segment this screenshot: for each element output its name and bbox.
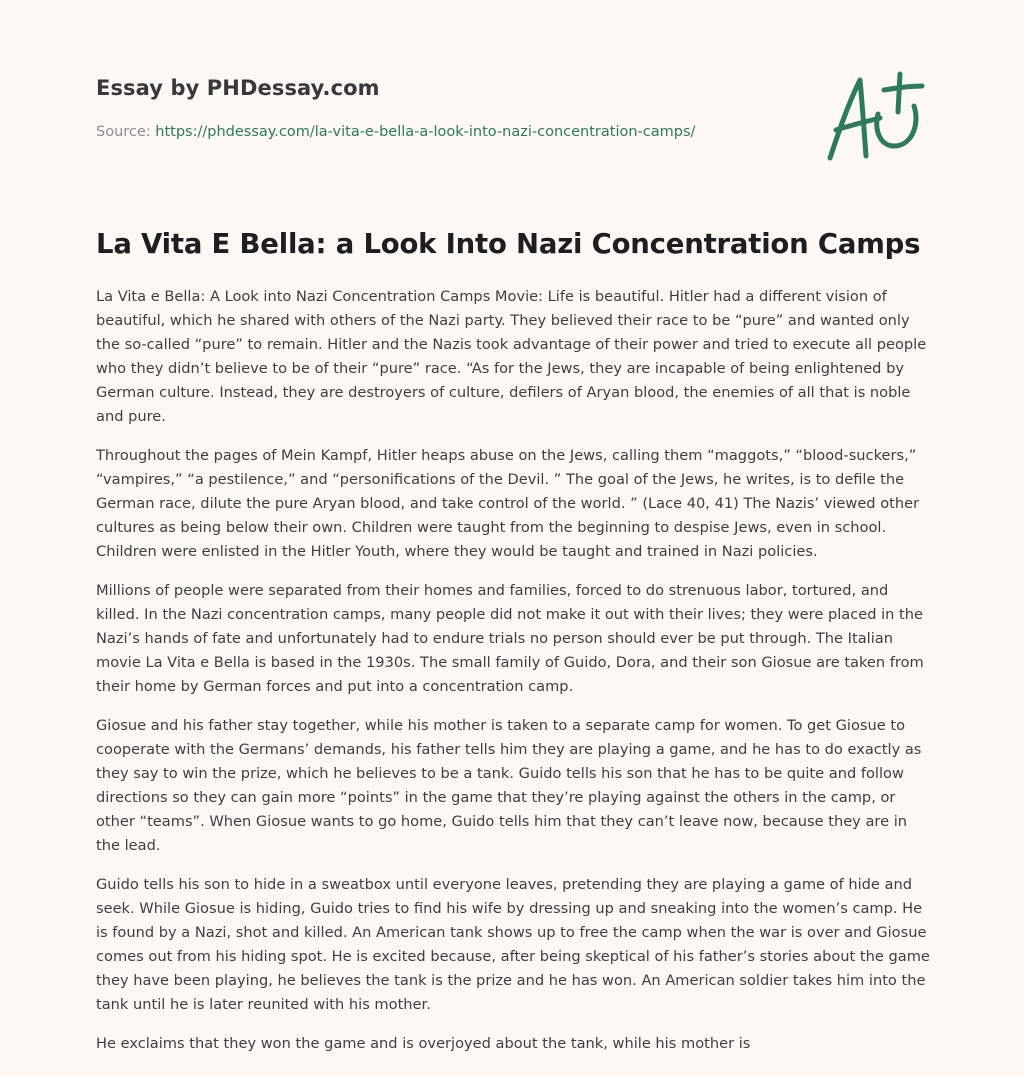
source-line	[96, 124, 695, 140]
essay-paragraph: He exclaims that they won the game and is overjoyed about the tank, while his mother is	[96, 1035, 751, 1052]
source-label: Source:	[96, 124, 156, 140]
essay-paragraph: La Vita e Bella: A Look into Nazi Concentration Camps Movie: Life is beautiful. Hitler had a different vision of beautiful, which he shared with others of the Nazi party. They believed their race to be “pure” and wanted only the so-called “pure” to remain. Hitler and the Nazis took advantage of their power and tried to execute all people who they didn’t believe to be of their “pure” race. “As for the Jews, they are incapable of being enlightened by German culture. Instead, they are destroyers of culture, defilers of Aryan blood, the enemies of all that is noble and pure.	[96, 288, 927, 425]
essay-body	[96, 285, 934, 1071]
essay-paragraph: Giosue and his father stay together, while his mother is taken to a separate camp for women. To get Giosue to cooperate with the Germans’ demands, his father tells him they are playing a game, and he has to do exactly as they say to win the prize, which he believes to be a tank. Guido tells his son that he has to be quite and follow directions so they can gain more “points” in the game that they’re playing against the others in the camp, or other “teams”. When Giosue wants to go home, Guido tells him that they can’t leave now, because they are in the lead.	[96, 717, 922, 854]
source-link[interactable]: https://phdessay.com/la-vita-e-bella-a-look-into-nazi-concentration-camps/	[155, 124, 696, 140]
essay-title: La Vita E Bella: a Look Into Nazi Concentration Camps	[96, 228, 921, 260]
essay-paragraph: Guido tells his son to hide in a sweatbox until everyone leaves, pretending they are playing a game of hide and seek. While Giosue is hiding, Guido tries to find his wife by dressing up and sneaking into the women’s camp. He is found by a Nazi, shot and killed. An American tank shows up to free the camp when the war is over and Giosue comes out from his hiding spot. He is excited because, after being skeptical of his father’s stories about the game they have been playing, he believes the tank is the prize and he has won. An American soldier takes him into the tank until he is later reunited with his mother.	[96, 876, 930, 1013]
essay-paragraph: Throughout the pages of Mein Kampf, Hitler heaps abuse on the Jews, calling them “maggots,” “blood-suckers,” “vampires,” “a pestilence,” and “personifications of the Devil. ” The goal of the Jews, he writes, is to defile the German race, dilute the pure Aryan blood, and take control of the world. ” (Lace 40, 41) The Nazis’ viewed other cultures as being below their own. Children were taught from the beginning to despise Jews, even in school. Children were enlisted in the Hitler Youth, where they would be taught and trained in Nazi policies.	[96, 447, 920, 560]
essay-paragraph: Millions of people were separated from their homes and families, forced to do strenuous labor, tortured, and killed. In the Nazi concentration camps, many people did not make it out with their lives; they were placed in the Nazi’s hands of fate and unfortunately had to endure trials no person should ever be put through. The Italian movie La Vita e Bella is based in the 1930s. The small family of Guido, Dora, and their son Giosue are taken from their home by German forces and put into a concentration camp.	[96, 582, 924, 695]
site-title: Essay by PHDessay.com	[96, 76, 380, 100]
a-plus-grade-icon	[822, 68, 928, 164]
